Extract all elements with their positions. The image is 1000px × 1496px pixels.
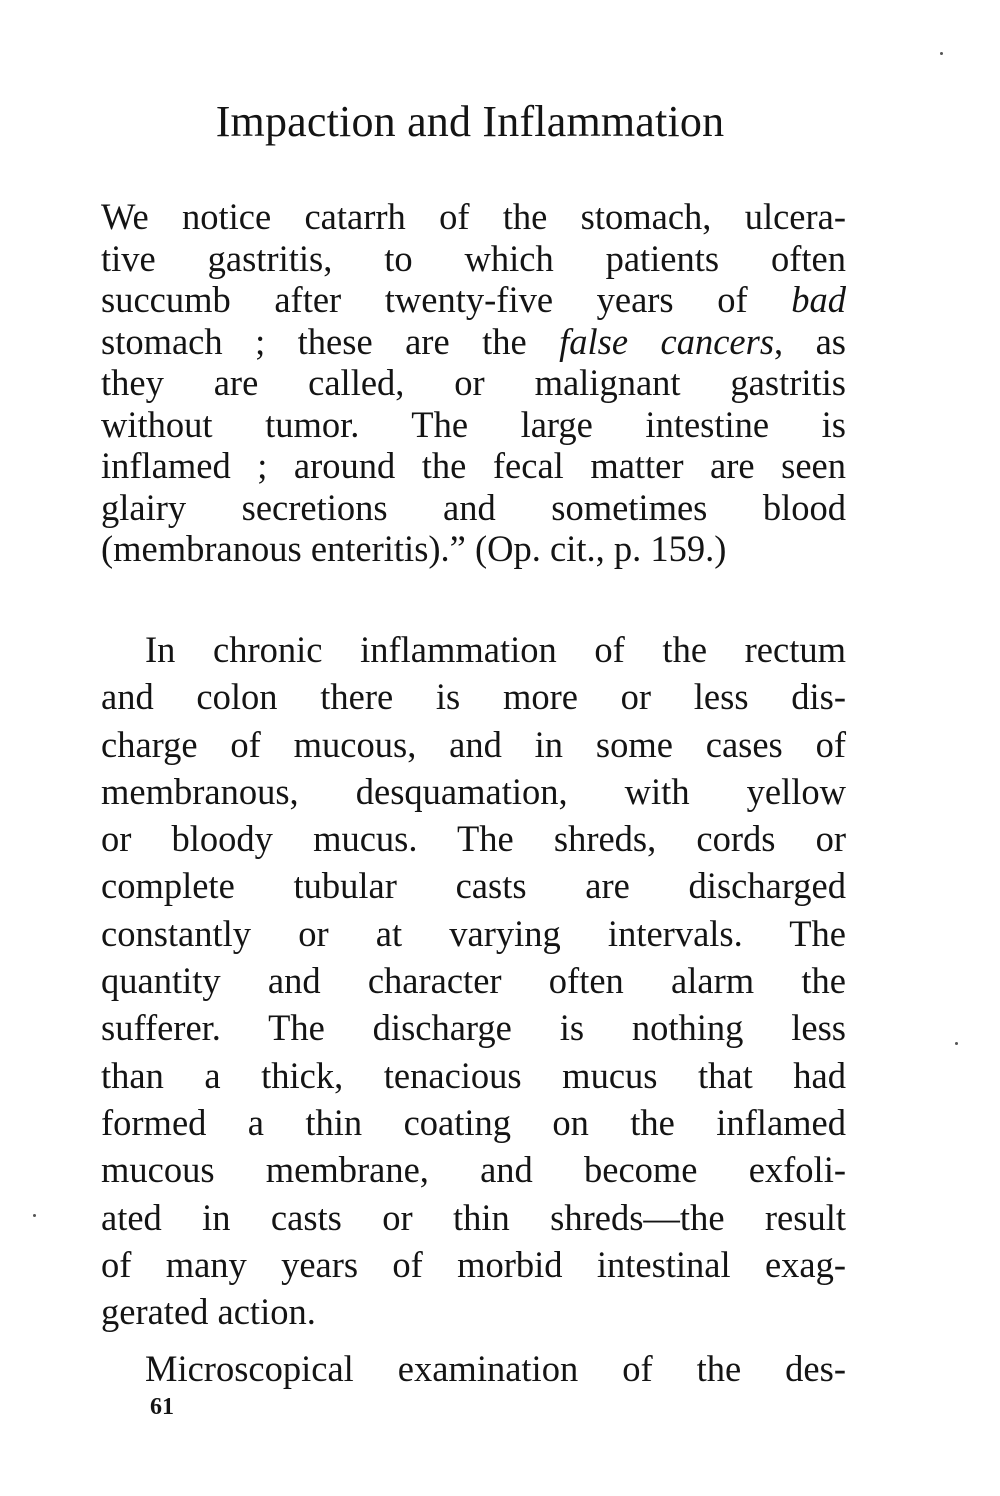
text-line: mucous membrane, and become exfoli- xyxy=(101,1149,846,1191)
text-line: constantly or at varying intervals. The xyxy=(101,912,846,954)
text-line: stomach ; these are the false cancers, as xyxy=(101,320,847,362)
text-line: complete tubular casts are discharged xyxy=(101,865,846,907)
paper-speck xyxy=(940,52,943,55)
text-line: quantity and character often alarm the xyxy=(101,960,846,1002)
text-line: succumb after twenty-five years of bad xyxy=(101,279,846,320)
text-line: Microscopical examination of the des- xyxy=(145,1348,846,1389)
text-line: than a thick, tenacious mucus that had xyxy=(101,1054,846,1096)
text-line: formed a thin coating on the inflamed xyxy=(101,1101,846,1143)
text-line: gerated action. xyxy=(101,1291,316,1333)
text-line: We notice catarrh of the stomach, ulcera- xyxy=(101,196,846,237)
text-line: they are called, or malignant gastritis xyxy=(101,362,846,403)
page-number: 61 xyxy=(150,1394,174,1420)
text-line: inflamed ; around the fecal matter are seen xyxy=(101,445,846,486)
text-line: In chronic inflammation of the rectum xyxy=(145,629,846,670)
text-line: glairy secretions and sometimes blood xyxy=(101,486,846,528)
text-line: or bloody mucus. The shreds, cords or xyxy=(101,818,846,860)
text-line: membranous, desquamation, with yellow xyxy=(101,770,846,812)
paragraph-3 xyxy=(101,1345,846,1392)
text-line: tive gastritis, to which patients often xyxy=(101,237,846,279)
text-line: of many years of morbid intestinal exag- xyxy=(101,1243,846,1285)
running-header: Impaction and Inflammation xyxy=(215,97,725,146)
text-line: and colon there is more or less dis- xyxy=(101,676,846,718)
paragraph-1 xyxy=(101,196,846,570)
paper-speck xyxy=(33,1214,36,1217)
paper-speck xyxy=(955,1042,958,1045)
text-line: ated in casts or thin shreds—the result xyxy=(101,1196,846,1238)
text-line: without tumor. The large intestine is xyxy=(101,403,846,445)
text-line: charge of mucous, and in some cases of xyxy=(101,723,846,765)
text-line: sufferer. The discharge is nothing less xyxy=(101,1007,846,1049)
text-line: (membranous enteritis).” (Op. cit., p. 159.) xyxy=(101,528,727,569)
paragraph-2 xyxy=(101,626,846,1335)
